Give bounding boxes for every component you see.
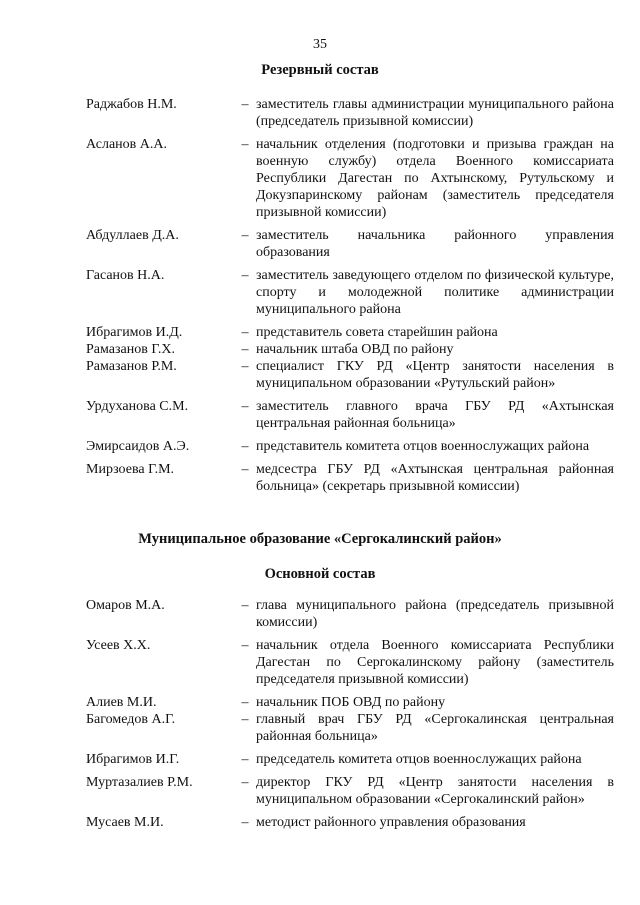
- member-role: главный врач ГБУ РД «Сергокалинская центральная районная больница»: [256, 712, 614, 744]
- member-name: Абдуллаев Д.А.: [86, 228, 179, 243]
- dash-separator: –: [241, 325, 249, 340]
- member-role: начальник штаба ОВД по району: [256, 342, 454, 357]
- member-name: Муртазалиев Р.М.: [86, 775, 193, 790]
- member-role: заместитель главы администрации муниципального района (председатель призывной комиссии): [256, 97, 614, 129]
- member-row: [86, 751, 614, 768]
- member-role: методист районного управления образования: [256, 815, 526, 830]
- dash-separator: –: [241, 712, 249, 727]
- member-row: [86, 324, 614, 341]
- member-name: Мусаев М.И.: [86, 815, 164, 830]
- member-row: [86, 136, 614, 221]
- municipality-title: Муниципальное образование «Сергокалинский район»: [138, 531, 502, 547]
- member-role: заместитель начальника районного управления образования: [256, 228, 614, 260]
- dash-separator: –: [241, 399, 249, 414]
- member-row: [86, 814, 614, 831]
- dash-separator: –: [241, 137, 249, 152]
- member-row: [86, 96, 614, 130]
- dash-separator: –: [241, 815, 249, 830]
- member-row: [86, 637, 614, 688]
- dash-separator: –: [241, 97, 249, 112]
- member-row: [86, 358, 614, 392]
- member-name: Гасанов Н.А.: [86, 268, 165, 283]
- member-name: Рамазанов Г.Х.: [86, 342, 175, 357]
- member-name: Раджабов Н.М.: [86, 97, 177, 112]
- main-member-list: [86, 597, 614, 831]
- member-role: представитель совета старейшин района: [256, 325, 498, 340]
- member-role: представитель комитета отцов военнослужащих района: [256, 439, 590, 454]
- member-name: Асланов А.А.: [86, 137, 167, 152]
- member-name: Алиев М.И.: [86, 695, 157, 710]
- member-name: Эмирсаидов А.Э.: [86, 439, 190, 454]
- member-row: [86, 461, 614, 495]
- dash-separator: –: [241, 638, 249, 653]
- member-role: специалист ГКУ РД «Центр занятости населения в муниципальном образовании «Рутульский район»: [256, 359, 614, 391]
- member-role: заместитель заведующего отделом по физической культуре, спорту и молодежной политике администрации муниципального района: [256, 268, 614, 317]
- member-name: Омаров М.А.: [86, 598, 165, 613]
- reserve-section-title: Резервный состав: [261, 62, 379, 78]
- dash-separator: –: [241, 342, 249, 357]
- member-name: Урдуханова С.М.: [86, 399, 189, 414]
- member-row: [86, 227, 614, 261]
- dash-separator: –: [241, 695, 249, 710]
- member-role: начальник ПОБ ОВД по району: [256, 695, 446, 710]
- member-row: [86, 341, 614, 358]
- dash-separator: –: [241, 775, 249, 790]
- member-row: [86, 694, 614, 711]
- member-role: начальник отдела Военного комиссариата Республики Дагестан по Сергокалинскому району (заместитель председателя призывной комиссии): [256, 638, 614, 687]
- member-role: заместитель главного врача ГБУ РД «Ахтынская центральная районная больница»: [256, 399, 614, 431]
- member-name: Усеев Х.Х.: [86, 638, 151, 653]
- member-row: [86, 398, 614, 432]
- reserve-member-list: [86, 96, 614, 495]
- dash-separator: –: [241, 228, 249, 243]
- member-name: Рамазанов Р.М.: [86, 359, 177, 374]
- member-role: начальник отделения (подготовки и призыва граждан на военную службу) отдела Военного комиссариата Республики Дагестан по Ахтынскому, Рутульскому и Докузпаринскому районам (заместитель председателя призывной комиссии): [256, 137, 614, 220]
- dash-separator: –: [241, 439, 249, 454]
- member-name: Багомедов А.Г.: [86, 712, 176, 727]
- member-name: Мирзоева Г.М.: [86, 462, 175, 477]
- dash-separator: –: [241, 462, 249, 477]
- dash-separator: –: [241, 752, 249, 767]
- member-role: председатель комитета отцов военнослужащих района: [256, 752, 582, 767]
- dash-separator: –: [241, 268, 249, 283]
- member-row: [86, 711, 614, 745]
- member-row: [86, 597, 614, 631]
- main-section-title: Основной состав: [264, 566, 376, 582]
- member-row: [86, 267, 614, 318]
- member-row: [86, 774, 614, 808]
- dash-separator: –: [241, 359, 249, 374]
- member-name: Ибрагимов И.Д.: [86, 325, 183, 340]
- member-name: Ибрагимов И.Г.: [86, 752, 180, 767]
- member-role: глава муниципального района (председатель призывной комиссии): [256, 598, 614, 630]
- member-role: медсестра ГБУ РД «Ахтынская центральная районная больница» (секретарь призывной комиссии): [256, 462, 614, 494]
- dash-separator: –: [241, 598, 249, 613]
- member-row: [86, 438, 614, 455]
- member-role: директор ГКУ РД «Центр занятости населения в муниципальном образовании «Сергокалинский район»: [256, 775, 614, 807]
- page-number: 35: [313, 37, 327, 52]
